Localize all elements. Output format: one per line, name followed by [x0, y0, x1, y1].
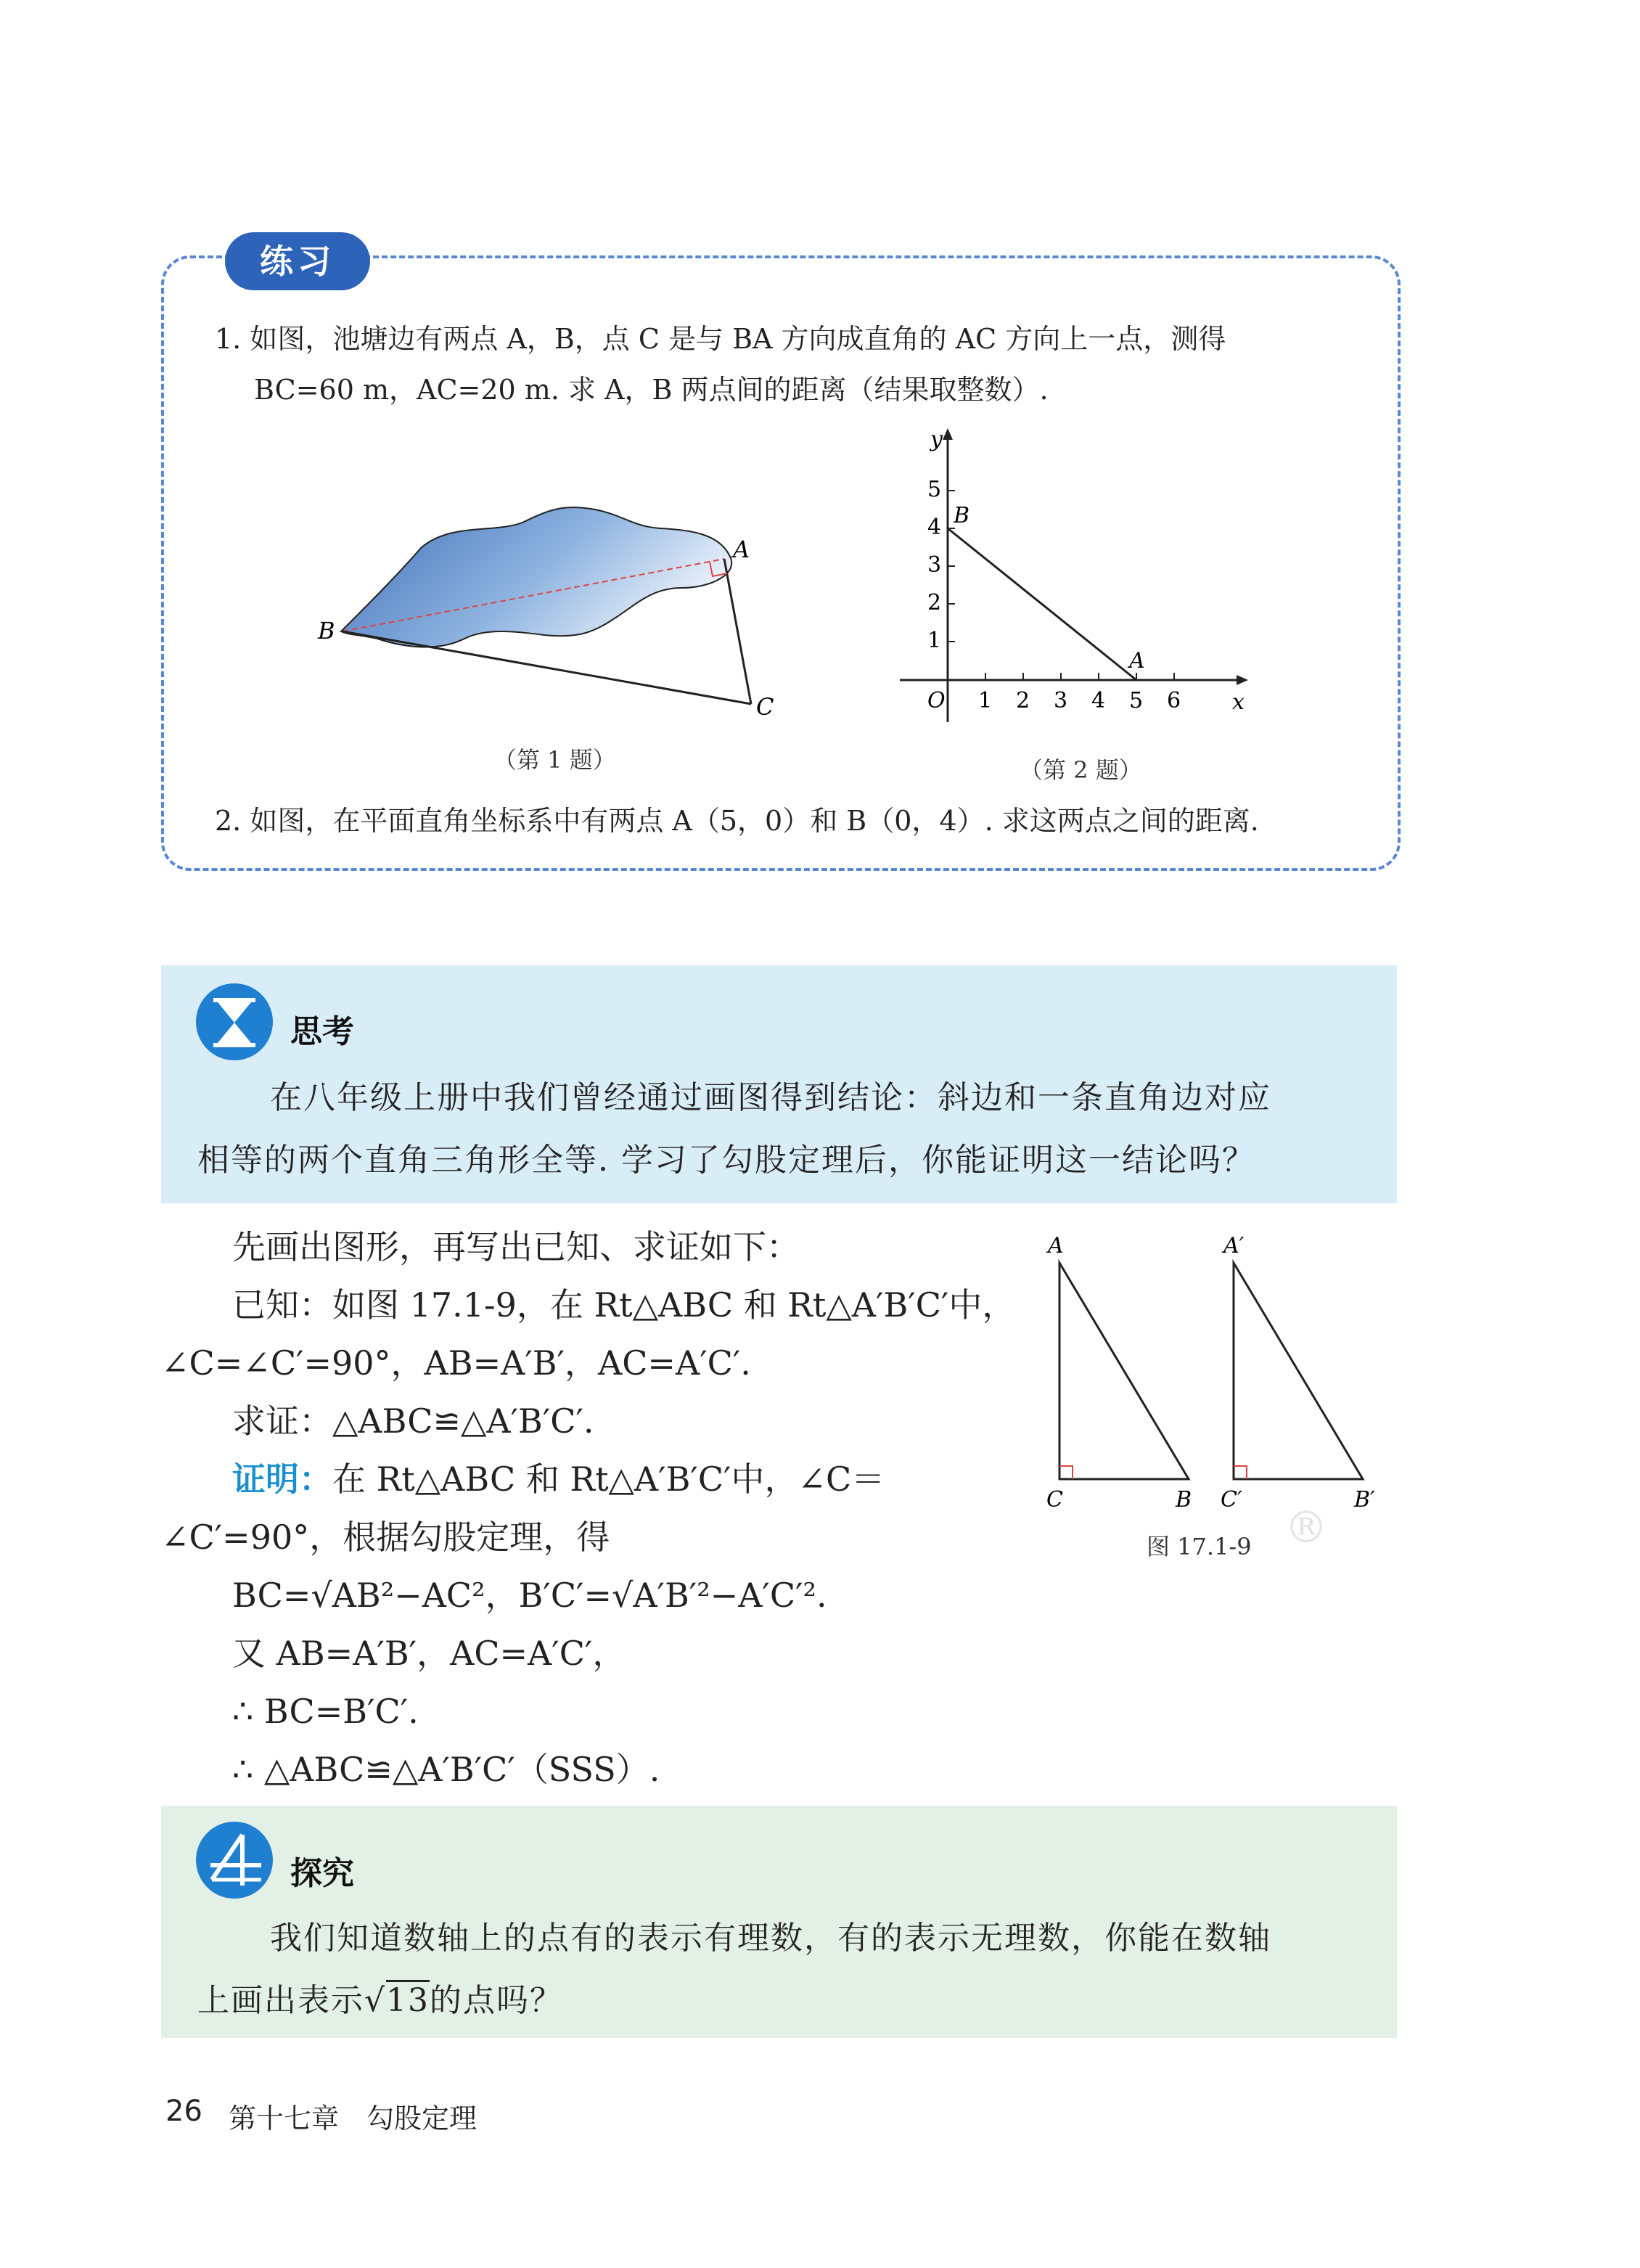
label-b-prime: B′	[1354, 1487, 1375, 1512]
pond-label-c: C	[756, 693, 774, 721]
x-axis-label: x	[1232, 689, 1245, 715]
hourglass-icon	[196, 983, 273, 1060]
x-tick-2: 2	[1016, 688, 1030, 713]
think-line-2: 相等的两个直角三角形全等. 学习了勾股定理后，你能证明这一结论吗？	[197, 1142, 1255, 1179]
proof-given-conditions: ∠C=∠C′=90°，AB=A′B′，AC=A′C′.	[161, 1343, 751, 1383]
x-tick-5: 5	[1129, 688, 1144, 713]
pond-label-b: B	[318, 617, 335, 644]
proof-to-prove: 求证：△ABC≌△A′B′C′.	[232, 1401, 594, 1441]
compass-icon	[196, 1822, 273, 1899]
proof-line-10: ∴ △ABC≌△A′B′C′（SSS）.	[232, 1750, 660, 1789]
label-c-prime: C′	[1221, 1487, 1242, 1512]
pond-label-a: A	[733, 536, 750, 563]
x-tick-1: 1	[978, 688, 993, 713]
pond-shape	[341, 507, 731, 647]
y-tick-2: 2	[927, 590, 942, 615]
pond-line-ac	[724, 559, 751, 704]
point-b-label: B	[954, 503, 970, 528]
label-b: B	[1176, 1487, 1192, 1512]
figure-17-1-9-caption: 图 17.1-9	[1147, 1533, 1252, 1560]
pond-figure	[305, 494, 798, 733]
explore-line-1: 我们知道数轴上的点有的表示有理数，有的表示无理数，你能在数轴	[270, 1920, 1271, 1957]
proof-label: 证明：	[232, 1460, 332, 1499]
explore-line-2	[197, 1970, 563, 2032]
figure-1-caption: （第 1 题）	[493, 746, 616, 774]
label-a: A	[1048, 1233, 1064, 1258]
think-line-1: 在八年级上册中我们曾经通过画图得到结论：斜边和一条直角边对应	[270, 1079, 1271, 1116]
page-number: 26	[165, 2095, 202, 2128]
proof-given-line: 已知：如图 17.1-9，在 Rt△ABC 和 Rt△A′B′C′中，	[232, 1285, 1016, 1325]
question-1-line-1: 1. 如图，池塘边有两点 A，B，点 C 是与 BA 方向成直角的 AC 方向上一点，测得	[215, 323, 1226, 355]
figure-2-caption: （第 2 题）	[1020, 756, 1142, 784]
proof-start-rest: 在 Rt△ABC 和 Rt△A′B′C′中，∠C＝	[332, 1460, 885, 1499]
label-c: C	[1046, 1487, 1063, 1512]
triangle-a2b2c2	[1234, 1263, 1363, 1479]
proof-line-7: BC=√AB²−AC²，B′C′=√A′B′²−A′C′².	[232, 1576, 827, 1615]
point-a-label: A	[1129, 648, 1145, 674]
x-tick-4: 4	[1091, 688, 1106, 713]
proof-line-1: 先画出图形，再写出已知、求证如下：	[232, 1227, 800, 1266]
registered-mark-watermark: ®	[1284, 1502, 1328, 1553]
explore-line-2-pre: 上画出表示	[197, 1982, 364, 2019]
sqrt-symbol: √	[364, 1982, 387, 2019]
y-tick-5: 5	[927, 477, 942, 502]
exercise-tag: 练习	[225, 232, 370, 290]
origin-label: O	[927, 688, 946, 713]
proof-start-line	[232, 1450, 885, 1508]
proof-line-8: 又 AB=A′B′，AC=A′C′，	[232, 1634, 626, 1673]
y-axis-arrow	[943, 428, 953, 440]
sqrt-radicand: 13	[386, 1980, 430, 2019]
x-axis-arrow	[1237, 675, 1248, 685]
label-a-prime: A′	[1223, 1233, 1245, 1258]
proof-line-6: ∠C′=90°，根据勾股定理，得	[161, 1518, 610, 1557]
x-tick-3: 3	[1054, 688, 1068, 713]
y-tick-4: 4	[927, 515, 942, 540]
triangle-abc	[1059, 1263, 1189, 1479]
x-tick-6: 6	[1167, 688, 1181, 713]
question-1-line-2: BC=60 m，AC=20 m. 求 A，B 两点间的距离（结果取整数）.	[254, 374, 1049, 406]
question-2: 2. 如图，在平面直角坐标系中有两点 A（5，0）和 B（0，4）. 求这两点之间的距离.	[215, 805, 1259, 837]
y-tick-1: 1	[927, 628, 942, 653]
proof-line-9: ∴ BC=B′C′.	[232, 1692, 419, 1731]
figure-17-1-9	[1030, 1219, 1408, 1539]
coordinate-plane-figure	[885, 421, 1263, 740]
pond-line-bc	[343, 631, 751, 704]
segment-ab	[948, 528, 1136, 680]
think-title: 思考	[290, 1013, 354, 1050]
explore-line-2-post: 的点吗？	[430, 1982, 564, 2019]
chapter-title: 第十七章 勾股定理	[229, 2103, 477, 2134]
y-tick-3: 3	[927, 552, 942, 578]
explore-title: 探究	[290, 1855, 354, 1892]
y-axis-label: y	[930, 427, 943, 452]
